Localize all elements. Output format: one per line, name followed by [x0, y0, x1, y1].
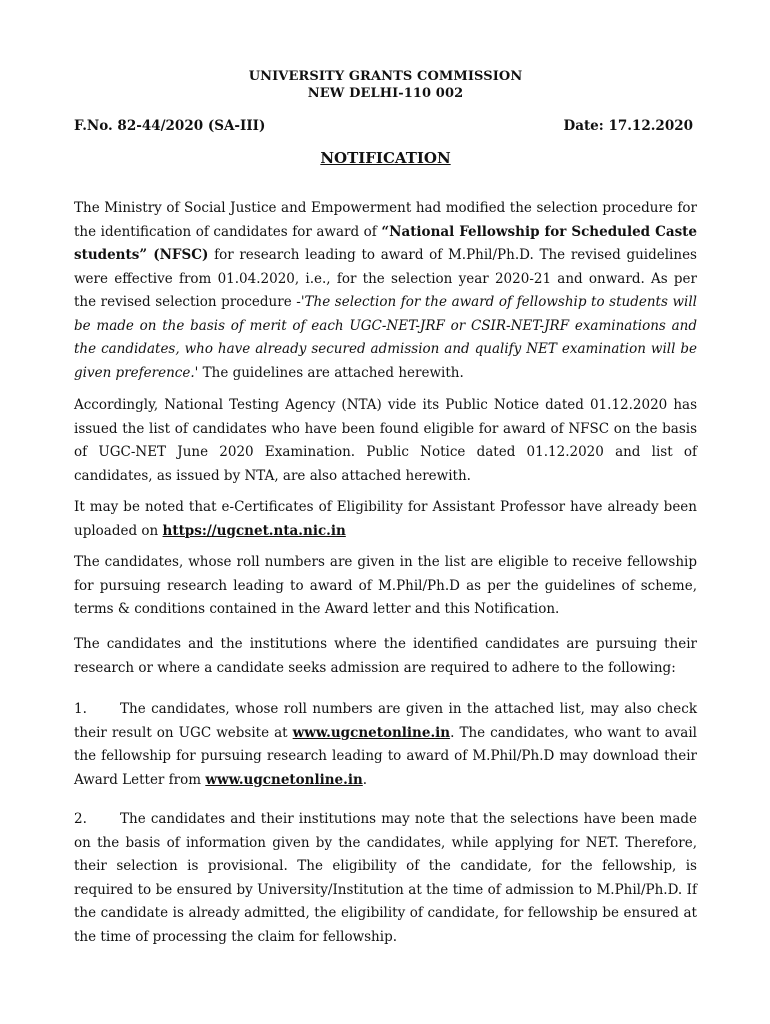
p3-text: It may be noted that e-Certificates of Eligibility for Assistant Professor have already been uploaded on — [74, 499, 697, 539]
p1-quote: 'The selection for the award of fellowship to students will be made on the basis of merit of each UGC-NET-JRF or CSIR-NET-JRF examinations and the candidates, who have already secured admission and qualify NET examination will be given preference.' — [74, 294, 697, 381]
page-title: NOTIFICATION — [320, 149, 451, 167]
paragraph-2: Accordingly, National Testing Agency (NTA) vide its Public Notice dated 01.12.2020 has issued the list of candidates who have been found eligible for award of NFSC on the basis of UGC-NET June 2020 Examination. Public Notice dated 01.12.2020 and list of candidates, as issued by NTA, are also attached herewith. — [74, 397, 697, 484]
item-1-number: 1. — [74, 701, 87, 717]
paragraph-1 — [74, 197, 697, 385]
ugcnet-link-2[interactable]: www.ugcnetonline.in — [205, 771, 363, 788]
document-date: Date: 17.12.2020 — [563, 118, 693, 134]
p1-bold-scheme: “National Fellowship for Scheduled Caste students” (NFSC) — [74, 223, 697, 263]
org-name: UNIVERSITY GRANTS COMMISSION — [248, 69, 523, 84]
list-item-1 — [74, 698, 697, 792]
p1-text-a: The Ministry of Social Justice and Empowerment had modified the selection procedure for the identification of candidates for award of — [74, 200, 697, 240]
p1-text-c: The guidelines are attached herewith. — [198, 364, 464, 381]
paragraph-5: The candidates and the institutions where the identified candidates are pursuing their research or where a candidate seeks admission are required to adhere to the following: — [74, 636, 697, 676]
item-1-text-b: . The candidates, who want to avail the fellowship for pursuing research leading to award of M.Phil/Ph.D may download their Award Letter from — [74, 724, 697, 788]
item-1-text-a: The candidates, whose roll numbers are given in the attached list, may also check their result on UGC website at — [74, 701, 697, 741]
file-number: F.No. 82-44/2020 (SA-III) — [74, 118, 266, 134]
list-item-2 — [74, 808, 697, 949]
p1-text-b: for research leading to award of M.Phil/Ph.D. The revised guidelines were effective from 01.04.2020, i.e., for the selection year 2020-21 and onward. As per the revised selection procedure - — [74, 247, 697, 310]
item-2-number: 2. — [74, 811, 87, 827]
item-2-text: The candidates and their institutions may note that the selections have been made on the basis of information given by the candidates, while applying for NET. Therefore, their selection is provisional. The eligibility of the candidate, for the fellowship, is required to be ensured by University/Institution at the time of admission to M.Phil/Ph.D. If the candidate is already admitted, the eligibility of candidate, for fellowship be ensured at the time of processing the claim for fellowship. — [74, 811, 697, 945]
nta-link[interactable]: https://ugcnet.nta.nic.in — [162, 522, 346, 539]
ugcnet-link-1[interactable]: www.ugcnetonline.in — [292, 724, 451, 741]
org-address: NEW DELHI-110 002 — [307, 86, 464, 101]
paragraph-4: The candidates, whose roll numbers are given in the list are eligible to receive fellowship for pursuing research leading to award of M.Phil/Ph.D as per the guidelines of scheme, terms & conditions contained in the Award letter and this Notification. — [74, 554, 697, 617]
item-1-text-c: . — [362, 771, 368, 788]
paragraph-3 — [74, 496, 697, 543]
